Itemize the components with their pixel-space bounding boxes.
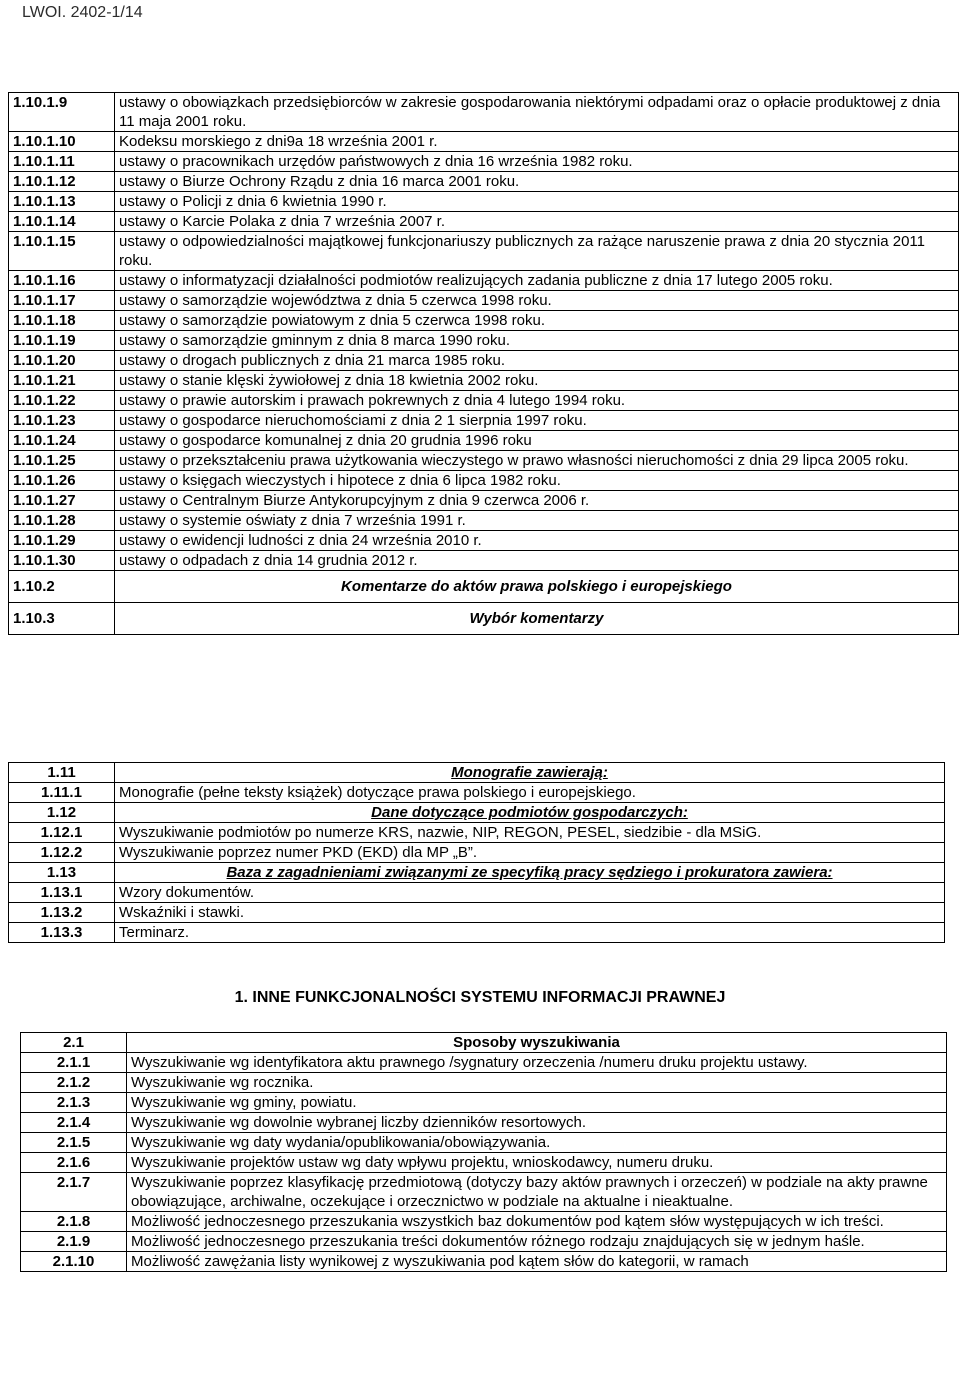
- table-row: [9, 803, 945, 823]
- table-row: [9, 411, 959, 431]
- item-number: 2.1.4: [21, 1113, 127, 1133]
- item-text: ustawy o stanie klęski żywiołowej z dnia 18 kwietnia 2002 roku.: [115, 371, 959, 391]
- table-row: [9, 232, 959, 271]
- table-row: [9, 431, 959, 451]
- monographs-table: [8, 762, 945, 943]
- item-number: 1.10.1.16: [9, 271, 115, 291]
- item-number: 1.10.1.18: [9, 311, 115, 331]
- table-row: [21, 1113, 947, 1133]
- item-text: ustawy o przekształceniu prawa użytkowania wieczystego w prawo własności nieruchomości z dnia 29 lipca 2005 roku.: [115, 451, 959, 471]
- table-row: [9, 172, 959, 192]
- item-text: Monografie (pełne teksty książek) dotyczące prawa polskiego i europejskiego.: [115, 783, 945, 803]
- item-number: 1.13: [9, 863, 115, 883]
- item-text: Wzory dokumentów.: [115, 883, 945, 903]
- item-number: 2.1.6: [21, 1153, 127, 1173]
- table-row: [9, 212, 959, 232]
- item-number: 1.13.2: [9, 903, 115, 923]
- table-row: [21, 1073, 947, 1093]
- item-text: Wskaźniki i stawki.: [115, 903, 945, 923]
- table-row: [21, 1153, 947, 1173]
- table-row: [21, 1173, 947, 1212]
- item-text: Możliwość zawężania listy wynikowej z wyszukiwania pod kątem słów do kategorii, w ramach: [127, 1252, 947, 1272]
- item-text: Monografie zawierają:: [115, 763, 945, 783]
- item-number: 2.1.3: [21, 1093, 127, 1113]
- item-number: 1.10.1.13: [9, 192, 115, 212]
- item-text: ustawy o gospodarce nieruchomościami z dnia 2 1 sierpnia 1997 roku.: [115, 411, 959, 431]
- table-row: [9, 603, 959, 635]
- table-row: [21, 1232, 947, 1252]
- item-text: ustawy o samorządzie gminnym z dnia 8 marca 1990 roku.: [115, 331, 959, 351]
- table-row: [9, 571, 959, 603]
- table-row: [9, 763, 945, 783]
- item-number: 1.10.1.25: [9, 451, 115, 471]
- item-text: Dane dotyczące podmiotów gospodarczych:: [115, 803, 945, 823]
- table-row: [9, 923, 945, 943]
- table-row: [9, 132, 959, 152]
- item-text: Baza z zagadnieniami związanymi ze specyfiką pracy sędziego i prokuratora zawiera:: [115, 863, 945, 883]
- item-text: Wyszukiwanie projektów ustaw wg daty wpływu projektu, wnioskodawcy, numeru druku.: [127, 1153, 947, 1173]
- table-row: [9, 152, 959, 172]
- item-number: 1.10.2: [9, 571, 115, 603]
- item-number: 1.10.1.23: [9, 411, 115, 431]
- table-row: [21, 1093, 947, 1113]
- item-text: ustawy o odpadach z dnia 14 grudnia 2012 r.: [115, 551, 959, 571]
- item-text: ustawy o księgach wieczystych i hipotece z dnia 6 lipca 1982 roku.: [115, 471, 959, 491]
- item-number: 1.12.2: [9, 843, 115, 863]
- item-number: 1.10.1.21: [9, 371, 115, 391]
- item-text: Sposoby wyszukiwania: [127, 1033, 947, 1053]
- item-text: ustawy o Karcie Polaka z dnia 7 września 2007 r.: [115, 212, 959, 232]
- table-row: [9, 371, 959, 391]
- item-text: ustawy o ewidencji ludności z dnia 24 września 2010 r.: [115, 531, 959, 551]
- item-text: ustawy o samorządzie powiatowym z dnia 5 czerwca 1998 roku.: [115, 311, 959, 331]
- item-text: Wyszukiwanie wg rocznika.: [127, 1073, 947, 1093]
- table-row: [21, 1033, 947, 1053]
- item-text: Terminarz.: [115, 923, 945, 943]
- item-number: 1.12: [9, 803, 115, 823]
- table-row: [21, 1053, 947, 1073]
- item-number: 1.10.1.29: [9, 531, 115, 551]
- item-text: Wyszukiwanie wg daty wydania/opublikowania/obowiązywania.: [127, 1133, 947, 1153]
- table-row: [9, 471, 959, 491]
- item-number: 1.11: [9, 763, 115, 783]
- table-row: [9, 351, 959, 371]
- table-row: [9, 863, 945, 883]
- item-text: ustawy o odpowiedzialności majątkowej funkcjonariuszy publicznych za rażące naruszenie prawa z dnia 20 stycznia 2011 roku.: [115, 232, 959, 271]
- table-row: [9, 93, 959, 132]
- item-number: 1.10.1.17: [9, 291, 115, 311]
- item-number: 1.10.1.9: [9, 93, 115, 132]
- item-number: 1.12.1: [9, 823, 115, 843]
- search-methods-table: [20, 1032, 947, 1272]
- item-number: 1.10.1.11: [9, 152, 115, 172]
- item-text: Wyszukiwanie podmiotów po numerze KRS, nazwie, NIP, REGON, PESEL, siedzibie - dla MSiG.: [115, 823, 945, 843]
- item-number: 2.1.2: [21, 1073, 127, 1093]
- item-number: 1.10.1.20: [9, 351, 115, 371]
- table-row: [9, 511, 959, 531]
- table-row: [9, 491, 959, 511]
- item-text: ustawy o obowiązkach przedsiębiorców w zakresie gospodarowania niektórymi odpadami oraz o opłacie produktowej z dnia 11 maja 2001 roku.: [115, 93, 959, 132]
- table-row: [9, 192, 959, 212]
- item-number: 1.10.1.15: [9, 232, 115, 271]
- item-text: Komentarze do aktów prawa polskiego i europejskiego: [115, 571, 959, 603]
- item-text: ustawy o drogach publicznych z dnia 21 marca 1985 roku.: [115, 351, 959, 371]
- table-row: [9, 823, 945, 843]
- item-number: 1.10.1.14: [9, 212, 115, 232]
- item-number: 1.10.1.24: [9, 431, 115, 451]
- table-row: [9, 883, 945, 903]
- table-row: [9, 331, 959, 351]
- item-text: ustawy o informatyzacji działalności podmiotów realizujących zadania publiczne z dnia 17 lutego 2005 roku.: [115, 271, 959, 291]
- item-number: 2.1.9: [21, 1232, 127, 1252]
- table-row: [21, 1133, 947, 1153]
- item-text: Wybór komentarzy: [115, 603, 959, 635]
- item-text: ustawy o prawie autorskim i prawach pokrewnych z dnia 4 lutego 1994 roku.: [115, 391, 959, 411]
- section-title: 1. INNE FUNKCJONALNOŚCI SYSTEMU INFORMACJI PRAWNEJ: [234, 989, 726, 1006]
- table-row: [9, 531, 959, 551]
- item-number: 1.10.1.12: [9, 172, 115, 192]
- table-row: [9, 451, 959, 471]
- table-row: [9, 311, 959, 331]
- item-text: ustawy o gospodarce komunalnej z dnia 20 grudnia 1996 roku: [115, 431, 959, 451]
- item-number: 2.1.1: [21, 1053, 127, 1073]
- item-number: 1.10.1.19: [9, 331, 115, 351]
- item-number: 1.10.1.26: [9, 471, 115, 491]
- item-text: ustawy o Policji z dnia 6 kwietnia 1990 r.: [115, 192, 959, 212]
- item-text: Wyszukiwanie poprzez numer PKD (EKD) dla MP „B”.: [115, 843, 945, 863]
- item-number: 1.10.1.30: [9, 551, 115, 571]
- item-text: ustawy o pracownikach urzędów państwowych z dnia 16 września 1982 roku.: [115, 152, 959, 172]
- item-number: 2.1.5: [21, 1133, 127, 1153]
- item-number: 1.10.1.27: [9, 491, 115, 511]
- table-row: [9, 291, 959, 311]
- item-text: Wyszukiwanie wg dowolnie wybranej liczby dzienników resortowych.: [127, 1113, 947, 1133]
- table-row: [9, 391, 959, 411]
- table-row: [9, 271, 959, 291]
- item-text: Wyszukiwanie poprzez klasyfikację przedmiotową (dotyczy bazy aktów prawnych i orzeczeń) w podziale na akty prawne obowiązujące, archiwalne, oczekujące i orzecznictwo w podziale na aktualne i nieaktualne.: [127, 1173, 947, 1212]
- table-row: [9, 843, 945, 863]
- item-text: Możliwość jednoczesnego przeszukania wszystkich baz dokumentów pod kątem słów występujących w ich treści.: [127, 1212, 947, 1232]
- item-text: Wyszukiwanie wg identyfikatora aktu prawnego /sygnatury orzeczenia /numeru druku projektu ustawy.: [127, 1053, 947, 1073]
- table-row: [21, 1252, 947, 1272]
- item-number: 1.13.3: [9, 923, 115, 943]
- item-text: Możliwość jednoczesnego przeszukania treści dokumentów różnego rodzaju znajdujących się w jednym haśle.: [127, 1232, 947, 1252]
- item-number: 1.10.3: [9, 603, 115, 635]
- item-number: 1.10.1.28: [9, 511, 115, 531]
- item-text: ustawy o Centralnym Biurze Antykorupcyjnym z dnia 9 czerwca 2006 r.: [115, 491, 959, 511]
- item-number: 2.1: [21, 1033, 127, 1053]
- item-text: Wyszukiwanie wg gminy, powiatu.: [127, 1093, 947, 1113]
- table-row: [9, 551, 959, 571]
- item-text: Kodeksu morskiego z dni9a 18 września 2001 r.: [115, 132, 959, 152]
- item-text: ustawy o samorządzie województwa z dnia 5 czerwca 1998 roku.: [115, 291, 959, 311]
- item-number: 2.1.7: [21, 1173, 127, 1212]
- table-row: [21, 1212, 947, 1232]
- table-row: [9, 903, 945, 923]
- item-number: 2.1.8: [21, 1212, 127, 1232]
- law-list-table: [8, 92, 959, 635]
- document-reference: LWOI. 2402-1/14: [22, 4, 143, 21]
- item-number: 2.1.10: [21, 1252, 127, 1272]
- item-number: 1.13.1: [9, 883, 115, 903]
- item-number: 1.10.1.10: [9, 132, 115, 152]
- item-number: 1.10.1.22: [9, 391, 115, 411]
- table-row: [9, 783, 945, 803]
- item-text: ustawy o systemie oświaty z dnia 7 września 1991 r.: [115, 511, 959, 531]
- item-text: ustawy o Biurze Ochrony Rządu z dnia 16 marca 2001 roku.: [115, 172, 959, 192]
- item-number: 1.11.1: [9, 783, 115, 803]
